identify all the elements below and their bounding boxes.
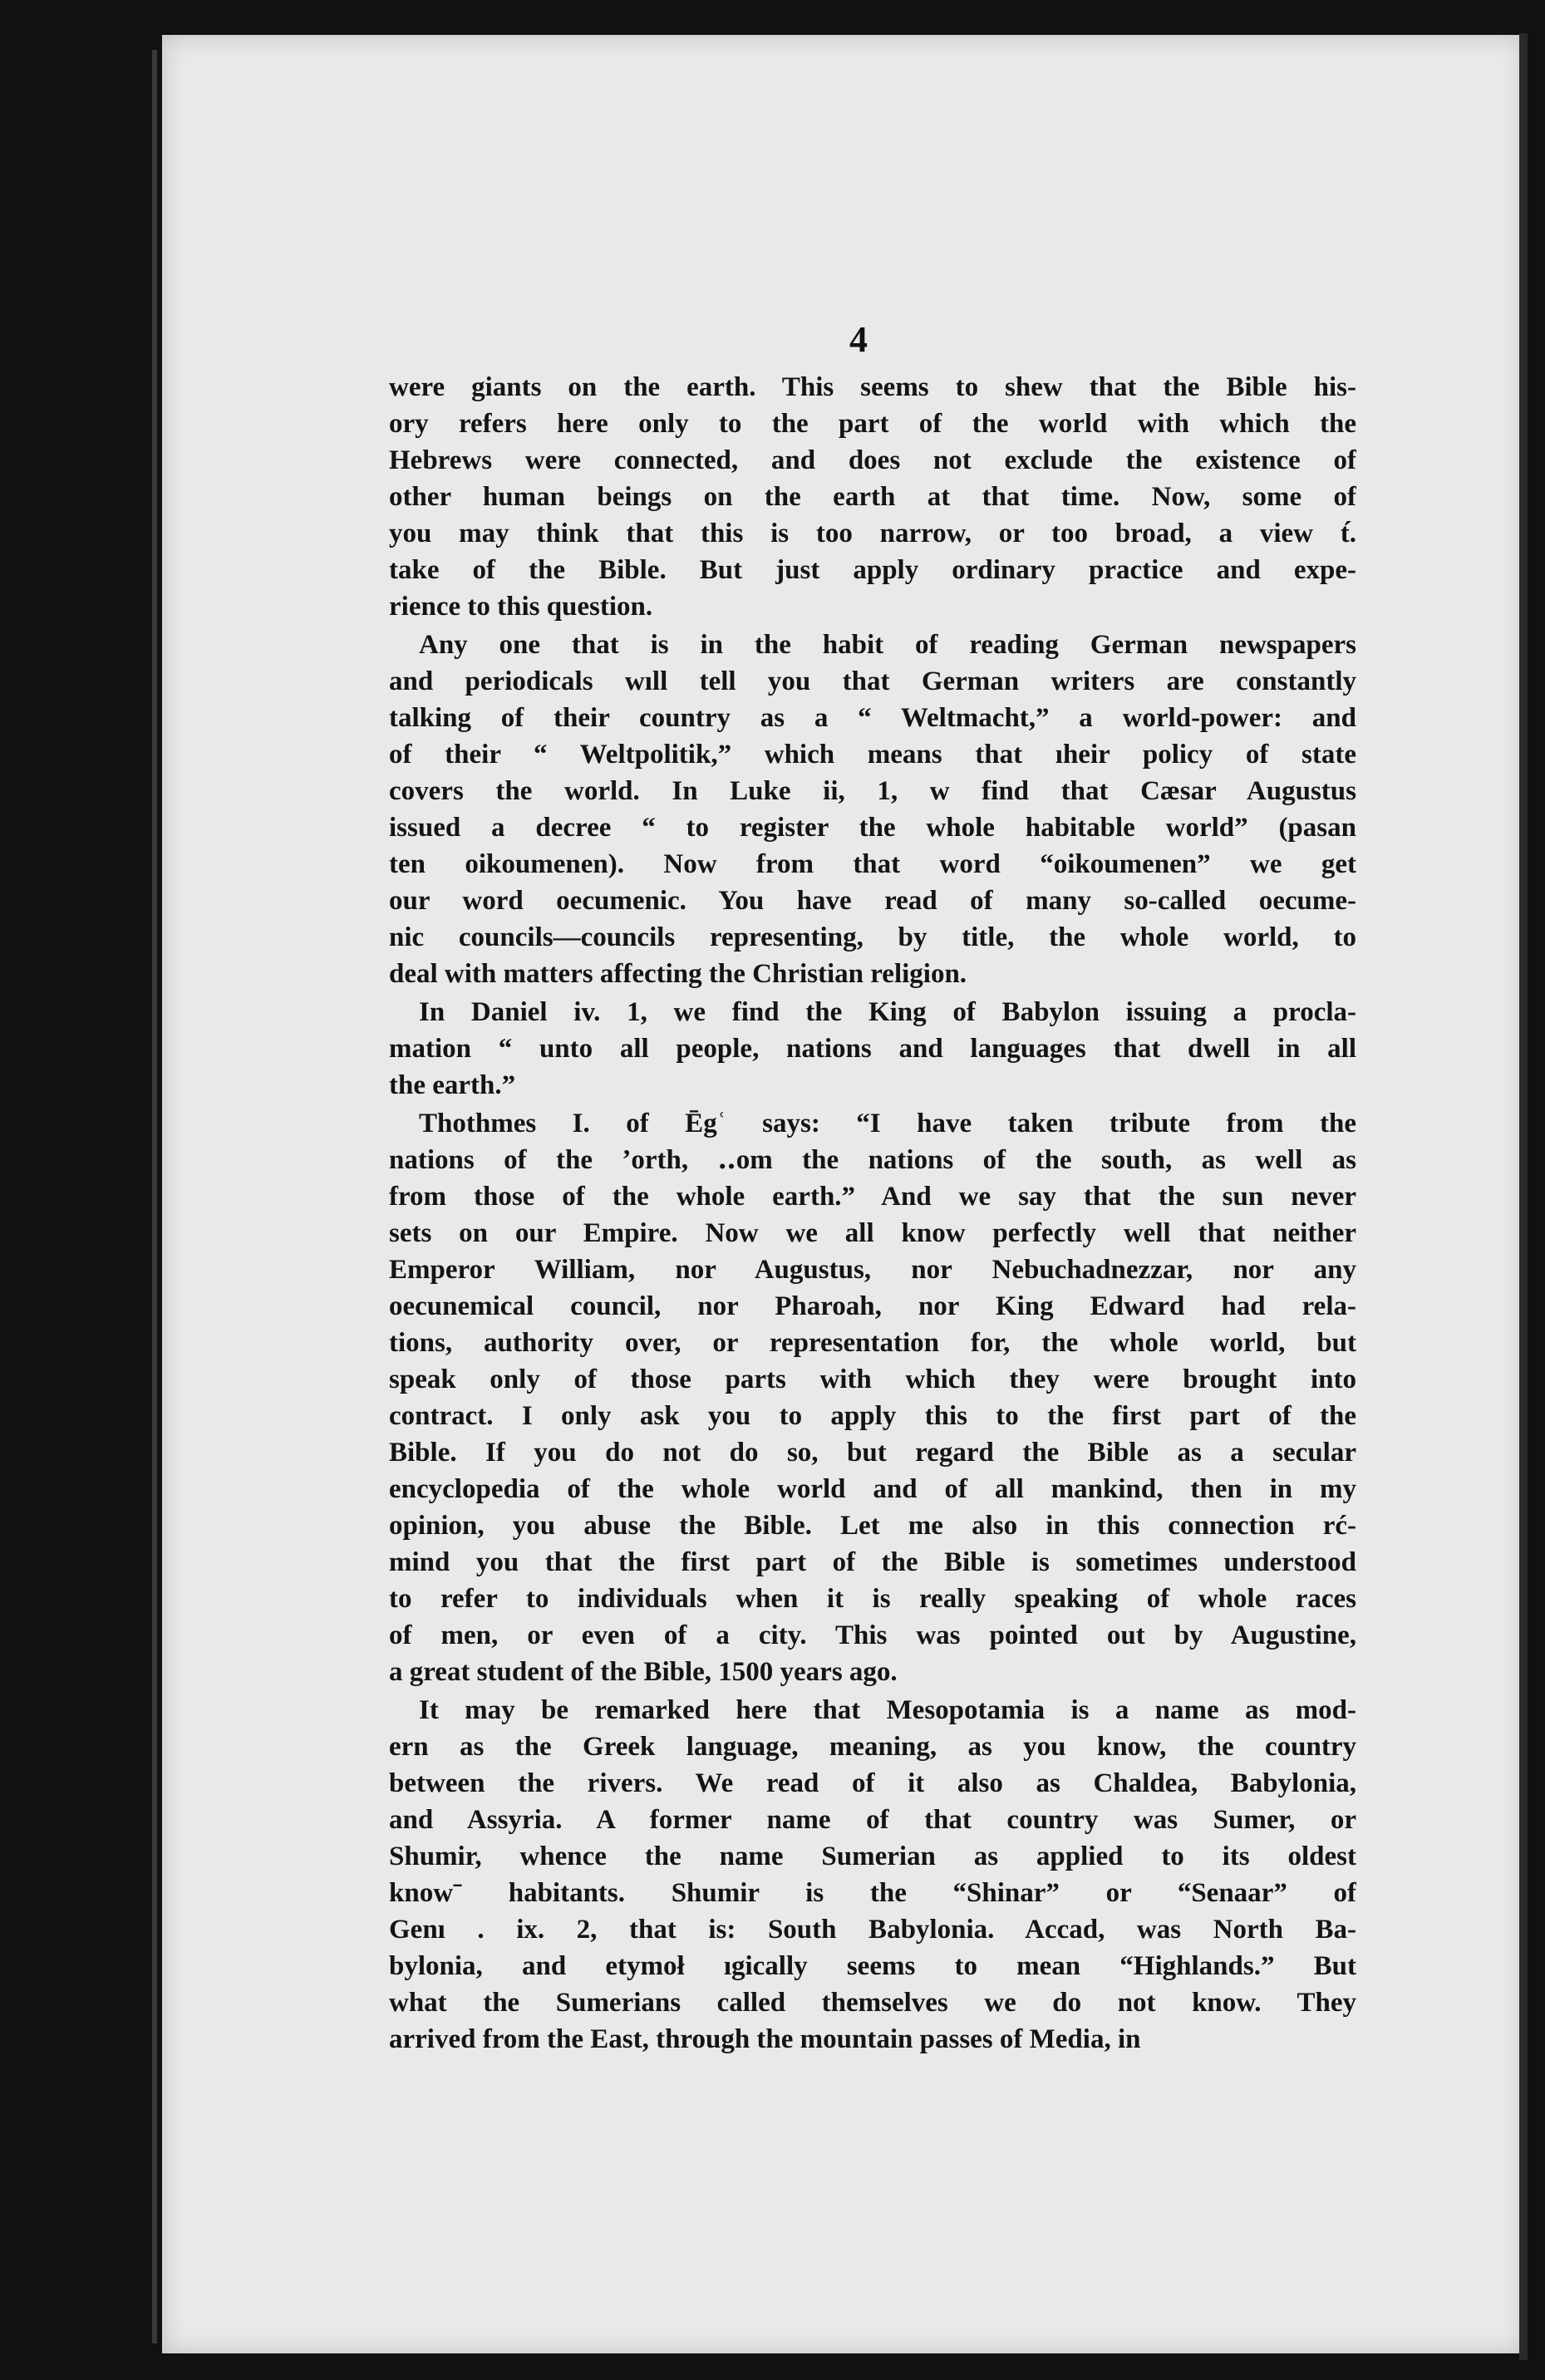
text-line: Hebrews were connected, and does not exclude the existence of — [389, 445, 1356, 475]
scan-left-edge — [152, 50, 157, 2343]
text-line: from those of the whole earth.” And we say that the sun never — [389, 1182, 1356, 1212]
text-line: nic councils—councils representing, by title, the whole world, to — [389, 922, 1356, 952]
text-line: encyclopedia of the whole world and of all mankind, then in my — [389, 1474, 1356, 1504]
text-line: knowˉ habitants. Shumir is the “Shinar” or “Senaar” of — [389, 1878, 1356, 1908]
text-line: mind you that the first part of the Bible is sometimes understood — [389, 1547, 1356, 1577]
text-line: and periodicals wıll tell you that German writers are constantly — [389, 666, 1356, 696]
text-line: issued a decree “ to register the whole habitable world” (pasan — [389, 813, 1356, 843]
text-line: opinion, you abuse the Bible. Let me also in this connection rć- — [389, 1511, 1356, 1541]
text-line: deal with matters affecting the Christian religion. — [389, 959, 967, 989]
text-line: Bible. If you do not do so, but regard the Bible as a secular — [389, 1438, 1356, 1468]
text-line: what the Sumerians called themselves we do not know. They — [389, 1988, 1356, 2018]
text-line: covers the world. In Luke ii, 1, w find that Cæsar Augustus — [389, 776, 1356, 806]
text-line: the earth.” — [389, 1070, 516, 1100]
text-line: arrived from the East, through the mountain passes of Media, in — [389, 2024, 1141, 2054]
text-line: other human beings on the earth at that time. Now, some of — [389, 482, 1356, 512]
text-line: Thothmes I. of Ēgʿ says: “I have taken tribute from the — [419, 1109, 1356, 1138]
scan-right-edge — [1519, 33, 1528, 2360]
text-line: Shumir, whence the name Sumerian as applied to its oldest — [389, 1842, 1356, 1871]
paragraph — [389, 627, 1356, 992]
text-line: ern as the Greek language, meaning, as you know, the country — [389, 1732, 1356, 1762]
text-line: oecunemical council, nor Pharoah, nor King Edward had rela- — [389, 1291, 1356, 1321]
text-line: bylonia, and etymoł ıgically seems to mean “Highlands.” But — [389, 1951, 1356, 1981]
text-line: Any one that is in the habit of reading German newspapers — [419, 630, 1356, 660]
text-line: ory refers here only to the part of the world with which the — [389, 409, 1356, 439]
paragraph — [389, 994, 1356, 1104]
text-line: tions, authority over, or representation for, the whole world, but — [389, 1328, 1356, 1358]
body-text — [389, 369, 1356, 2059]
page-number: 4 — [849, 319, 868, 360]
text-line: ten oikoumenen). Now from that word “oikoumenen” we get — [389, 849, 1356, 879]
text-line: speak only of those parts with which they were brought into — [389, 1365, 1356, 1394]
text-line: of men, or even of a city. This was pointed out by Augustine, — [389, 1620, 1356, 1650]
text-line: a great student of the Bible, 1500 years ago. — [389, 1657, 898, 1687]
text-line: of their “ Weltpolitik,” which means that ıheir policy of state — [389, 740, 1356, 770]
text-line: It may be remarked here that Mesopotamia is a name as mod- — [419, 1695, 1356, 1725]
text-line: our word oecumenic. You have read of many so-called oecume- — [389, 886, 1356, 916]
text-line: between the rivers. We read of it also as Chaldea, Babylonia, — [389, 1768, 1356, 1798]
text-line: and Assyria. A former name of that country was Sumer, or — [389, 1805, 1356, 1835]
paragraph — [389, 369, 1356, 625]
text-line: Genı . ix. 2, that is: South Babylonia. Accad, was North Ba- — [389, 1915, 1356, 1945]
text-line: In Daniel iv. 1, we find the King of Babylon issuing a procla- — [419, 997, 1356, 1027]
text-line: talking of their country as a “ Weltmacht,” a world-power: and — [389, 703, 1356, 733]
text-line: nations of the ʼorth, ‥om the nations of the south, as well as — [389, 1145, 1356, 1175]
text-line: you may think that this is too narrow, or too broad, a view t́. — [389, 519, 1356, 548]
text-line: sets on our Empire. Now we all know perfectly well that neither — [389, 1218, 1356, 1248]
text-line: to refer to individuals when it is really speaking of whole races — [389, 1584, 1356, 1614]
paragraph — [389, 1692, 1356, 2058]
text-line: rience to this question. — [389, 592, 653, 622]
text-line: mation “ unto all people, nations and languages that dwell in all — [389, 1034, 1356, 1064]
text-line: contract. I only ask you to apply this to the first part of the — [389, 1401, 1356, 1431]
text-line: take of the Bible. But just apply ordinary practice and expe- — [389, 555, 1356, 585]
paragraph — [389, 1105, 1356, 1690]
text-line: were giants on the earth. This seems to shew that the Bible his- — [389, 372, 1356, 402]
text-line: Emperor William, nor Augustus, nor Nebuchadnezzar, nor any — [389, 1255, 1356, 1285]
